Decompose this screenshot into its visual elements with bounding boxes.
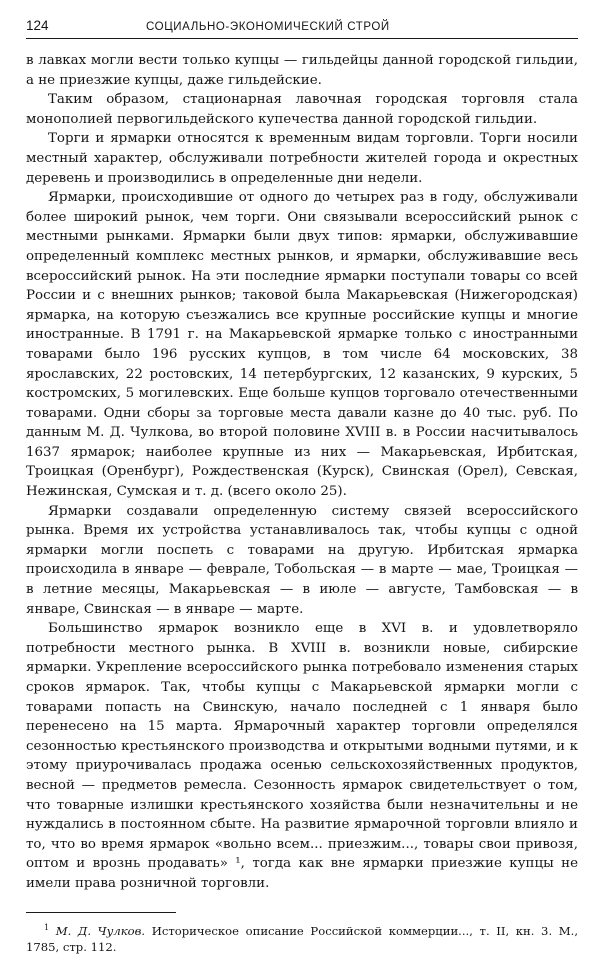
footnote-author: М. Д. Чулков.: [55, 923, 146, 938]
paragraph: Таким образом, стационарная лавочная городская торговля стала монополией первогильдейского купечества данной городской гильдии.: [26, 92, 578, 127]
paragraph: Торги и ярмарки относятся к временным видам торговли. Торги носили местный характер, обслуживали потребности жителей города и окрестных деревень и производились в определенные дни недели.: [26, 131, 578, 186]
footnote-marker: 1: [44, 922, 50, 932]
paragraph: Ярмарки, происходившие от одного до четырех раз в году, обслуживали более широкий рынок, чем торги. Они связывали всероссийский рынок с местными рынками. Ярмарки были двух типов: ярмарки, обслуживавшие определенный комплекс местных рынков, и ярмарки, обслуживавшие весь всероссийский рынок. На эти последние ярмарки поступали товары со всей России и с внешних рынков; таковой была Макарьевская (Нижегородская) ярмарка, на которую съезжались все крупные российские купцы и многие иностранные. В 1791 г. на Макарьевской ярмарке только с иностранными товарами было 196 русских купцов, в том числе 64 московских, 38 ярославских, 22 ростовских, 14 петербургских, 12 казанских, 9 курских, 5 костромских, 5 могилевских. Еще больше купцов торговало отечественными товарами. Одни сборы за торговые места давали казне до 40 тыс. руб. По данным М. Д. Чулкова, во второй половине XVIII в. в России насчитывалось 1637 ярмарок; наиболее крупные из них — Макарьевская, Ирбитская, Троицкая (Оренбург), Рождественская (Курск), Свинская (Орел), Севская, Нежинская, Сумская и т. д. (всего около 25).: [26, 190, 578, 500]
page-header: [26, 18, 578, 39]
paragraph-continued: в лавках могли вести только купцы — гильдейцы данной городской гильдии, а не приезжие купцы, даже гильдейские.: [26, 53, 578, 88]
running-title: СОЦИАЛЬНО-ЭКОНОМИЧЕСКИЙ СТРОЙ: [146, 21, 390, 33]
footnote-text: Историческое описание Российской коммерции..., т. II, кн. 3. М., 1785, стр. 112.: [26, 923, 579, 955]
footnote-divider: [26, 912, 176, 913]
body-text: [26, 51, 578, 894]
paragraph: Ярмарки создавали определенную систему связей всероссийского рынка. Время их устройства устанавливалось так, чтобы купцы с одной ярмарки могли поспеть с товарами на другую. Ирбитская ярмарка происходила в январе — феврале, Тобольская — в марте — мае, Троицкая — в летние месяцы, Макарьевская — в июле — августе, Тамбовская — в январе, Свинская — в январе — марте.: [26, 503, 578, 617]
page-number: 124: [26, 18, 49, 33]
footnote: [26, 919, 578, 957]
paragraph: Большинство ярмарок возникло еще в XVI в. и удовлетворяло потребности местного рынка. В XVIII в. возникли новые, сибирские ярмарки. Укрепление всероссийского рынка потребовало изменения старых сроков ярмарок. Так, чтобы купцы с Макарьевской ярмарки могли с товарами попасть на Свинскую, начало последней с 1 января было перенесено на 15 марта. Ярмарочный характер торговли определялся сезонностью крестьянского производства и открытыми водными путями, и к этому приурочивалась продажа осенью сельскохозяйственных продуктов, весной — предметов ремесла. Сезонность ярмарок свидетельствует о том, что товарные излишки крестьянского хозяйства были незначительны и не нуждались в постоянном сбыте. На развитие ярмарочной торговли влияло и то, что во время ярмарок «вольно всем... приезжим..., товары свои привозя, оптом и врознь продавать» ¹, тогда как вне ярмарки приезжие купцы не имели права розничной торговли.: [26, 621, 578, 891]
